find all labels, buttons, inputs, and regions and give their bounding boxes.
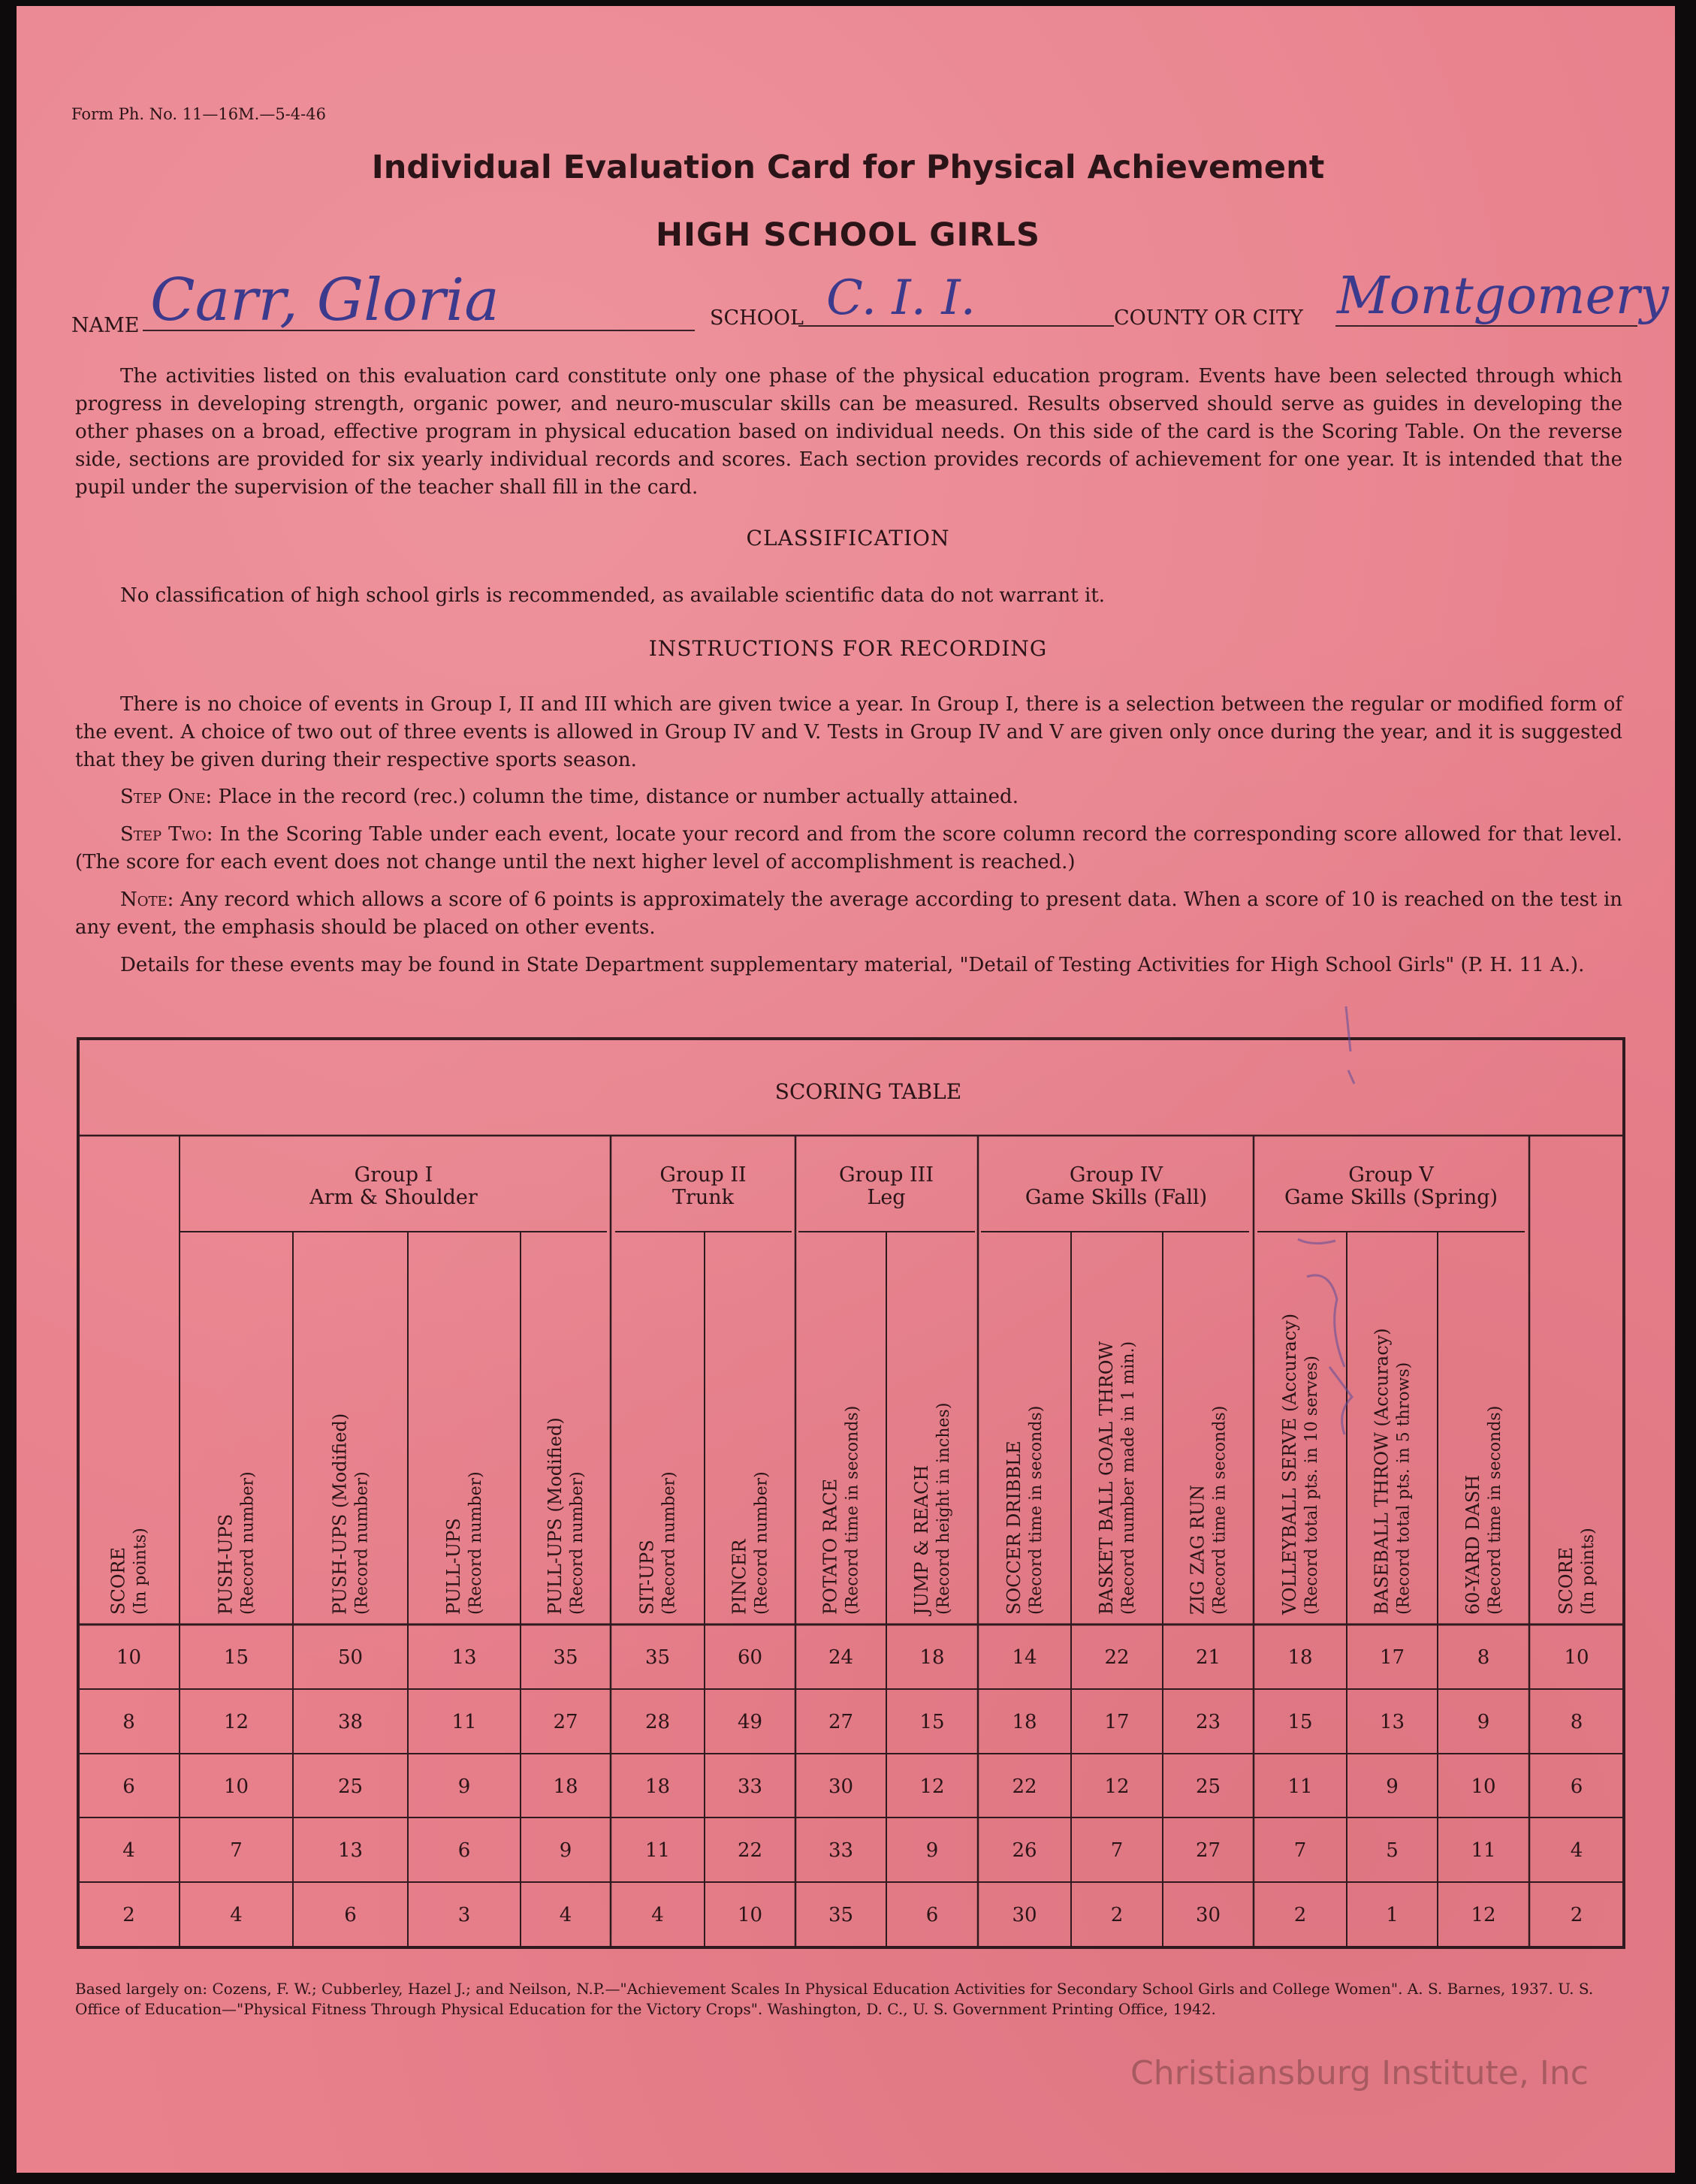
name-value: Carr, Gloria [150, 267, 499, 334]
table-cell: 22 [1104, 1646, 1130, 1669]
table-cell: 35 [553, 1646, 578, 1669]
form-number: Form Ph. No. 11—16M.—5-4-46 [71, 105, 326, 123]
pencil-mark-top [1346, 1006, 1354, 1084]
table-cell: 25 [337, 1775, 364, 1798]
table-cell: 10 [223, 1775, 249, 1798]
table-cell: 18 [644, 1775, 671, 1798]
county-value: Montgomery [1337, 267, 1669, 326]
table-cell: 27 [553, 1711, 578, 1733]
table-cell: 30 [828, 1775, 854, 1798]
table-cell: 22 [737, 1839, 763, 1862]
column-subheader-12: (Record time in seconds) [1210, 1405, 1230, 1615]
step-two-label: Step Two: [120, 823, 213, 846]
note-text: Any record which allows a score of 6 points is approximately the average according to present data. When a score of 10 is reached on the test in any event, the emphasis should be placed on other events. [75, 888, 1622, 939]
table-cell: 12 [223, 1711, 249, 1733]
intro-paragraph: The activities listed on this evaluation card constitute only one phase of the physical education program. Events have been selected through which progress in developing strength, organic power, and neuro-muscular skills can be measured. Results observed should serve as guides in developing the other phases on a broad, effective program in physical education based on individual needs. On this side of the card is the Scoring Table. On the reverse side, sections are provided for six yearly individual records and scores. Each section provides records of achievement for one year. It is intended that the pupil under the supervision of the teacher shall fill in the card. [75, 365, 1622, 499]
column-subheader-15: (Record time in seconds) [1486, 1405, 1504, 1615]
table-cell: 27 [1195, 1839, 1221, 1862]
table-cell: 12 [1104, 1775, 1130, 1798]
table-cell: 25 [1195, 1775, 1221, 1798]
column-header-1: SCORE [107, 1546, 129, 1615]
card-subtitle: HIGH SCHOOL GIRLS [655, 216, 1040, 254]
instructions-heading: INSTRUCTIONS FOR RECORDING [648, 636, 1048, 661]
column-subheader-13: (Record total pts. in 10 serves) [1302, 1356, 1321, 1615]
table-cell: 1 [1386, 1904, 1399, 1926]
table-cell: 6 [122, 1775, 135, 1798]
column-header-12: ZIG ZAG RUN [1187, 1484, 1209, 1615]
details-text: Details for these events may be found in State Department supplementary material, "Detail of Testing Activities for High School Girls" (P. H. 11 A.). [120, 954, 1585, 976]
table-cell: 10 [1564, 1646, 1589, 1669]
table-cell: 9 [457, 1775, 471, 1798]
table-cell: 14 [1012, 1646, 1037, 1669]
table-cell: 4 [122, 1839, 135, 1862]
table-cell: 60 [737, 1646, 763, 1669]
column-header-6: SIT-UPS [636, 1540, 658, 1615]
table-cell: 7 [230, 1839, 243, 1862]
note-label: Note: [120, 888, 174, 911]
table-cell: 11 [1287, 1775, 1313, 1798]
group-2-subtitle: Trunk [671, 1186, 735, 1209]
table-cell: 7 [1110, 1839, 1124, 1862]
column-subheader-2: (Record number) [238, 1471, 258, 1615]
table-cell: 50 [337, 1646, 364, 1669]
column-header-5: PULL-UPS (Modified) [545, 1417, 566, 1615]
table-cell: 33 [828, 1839, 854, 1862]
footnote: Based largely on: Cozens, F. W.; Cubberley, Hazel J.; and Neilson, N.P.—"Achievement Scales In Physical Education Activities for Secondary School Girls and College Women". A. S. Barnes, 1937. U. S. Office of Education—"Physical Fitness Through Physical Education for the Victory Crops". Washington, D. C., U. S. Government Printing Office, 1942. [75, 1980, 1594, 2018]
group-4-subtitle: Game Skills (Fall) [1025, 1186, 1208, 1209]
group-3-name: Group III [839, 1163, 934, 1187]
table-cell: 12 [919, 1775, 945, 1798]
table-cell: 4 [1570, 1839, 1583, 1862]
table-cell: 15 [1287, 1711, 1313, 1733]
name-label: NAME [71, 314, 140, 337]
table-cell: 6 [457, 1839, 471, 1862]
group-1-subtitle: Arm & Shoulder [309, 1186, 478, 1209]
column-subheader-8: (Record time in seconds) [843, 1405, 862, 1615]
group-1-name: Group I [354, 1163, 433, 1187]
table-cell: 12 [1471, 1904, 1496, 1926]
column-subheader-16: (In points) [1579, 1528, 1598, 1615]
table-cell: 10 [737, 1904, 763, 1926]
group-2-name: Group II [659, 1163, 747, 1187]
column-header-14: BASEBALL THROW (Accuracy) [1371, 1328, 1393, 1615]
table-cell: 35 [828, 1904, 854, 1926]
table-cell: 13 [451, 1646, 477, 1669]
step-one-text: Place in the record (rec.) column the time, distance or number actually attained. [218, 786, 1019, 808]
column-header-8: POTATO RACE [819, 1478, 841, 1615]
column-subheader-1: (In points) [131, 1528, 150, 1615]
table-cell: 9 [1386, 1775, 1399, 1798]
table-cell: 30 [1195, 1904, 1221, 1926]
county-label: COUNTY OR CITY [1114, 306, 1303, 330]
table-cell: 4 [651, 1904, 664, 1926]
column-header-9: JUMP & REACH [911, 1465, 932, 1615]
table-cell: 2 [1570, 1904, 1583, 1926]
table-cell: 6 [1570, 1775, 1583, 1798]
column-subheader-4: (Record number) [466, 1471, 485, 1615]
table-cell: 10 [116, 1646, 142, 1669]
table-cell: 6 [925, 1904, 939, 1926]
table-cell: 26 [1012, 1839, 1037, 1862]
table-cell: 15 [223, 1646, 249, 1669]
classification-heading: CLASSIFICATION [746, 526, 950, 551]
step-one-label: Step One: [120, 786, 213, 808]
table-cell: 35 [644, 1646, 671, 1669]
card-title: Individual Evaluation Card for Physical Achievement [371, 149, 1325, 186]
table-cell: 3 [457, 1904, 471, 1926]
column-header-10: SOCCER DRIBBLE [1003, 1440, 1025, 1615]
table-cell: 33 [737, 1775, 763, 1798]
table-cell: 22 [1012, 1775, 1037, 1798]
table-cell: 30 [1012, 1904, 1037, 1926]
table-cell: 2 [122, 1904, 135, 1926]
table-cell: 8 [122, 1711, 135, 1733]
column-subheader-10: (Record time in seconds) [1027, 1405, 1046, 1615]
column-header-13: VOLLEYBALL SERVE (Accuracy) [1279, 1313, 1300, 1615]
table-cell: 9 [1477, 1711, 1490, 1733]
table-cell: 7 [1293, 1839, 1307, 1862]
table-cell: 18 [1287, 1646, 1313, 1669]
column-header-7: PINCER [729, 1539, 750, 1615]
column-header-16: SCORE [1556, 1546, 1577, 1615]
table-cell: 4 [559, 1904, 572, 1926]
scoring-table-title: SCORING TABLE [774, 1079, 962, 1104]
table-cell: 5 [1386, 1839, 1399, 1862]
group-5-subtitle: Game Skills (Spring) [1284, 1186, 1498, 1209]
table-cell: 10 [1471, 1775, 1496, 1798]
instructions-text: There is no choice of events in Group I, II and III which are given twice a year. In Group I, there is a selection between the regular or modified form of the event. A choice of two out of three events is allowed in Group IV and V. Tests in Group IV and V are given only once during the year, and it is suggested that they be given during their respective sports season. [75, 693, 1622, 771]
table-cell: 18 [919, 1646, 945, 1669]
table-cell: 18 [1012, 1711, 1037, 1733]
table-cell: 28 [644, 1711, 671, 1733]
column-subheader-9: (Record height in inches) [934, 1402, 953, 1615]
watermark: Christiansburg Institute, Inc [1130, 2054, 1589, 2092]
table-cell: 11 [644, 1839, 671, 1862]
table-cell: 4 [230, 1904, 243, 1926]
column-header-2: PUSH-UPS [215, 1513, 237, 1615]
table-cell: 15 [919, 1711, 945, 1733]
column-subheader-14: (Record total pts. in 5 throws) [1394, 1362, 1414, 1615]
group-3-subtitle: Leg [867, 1186, 906, 1209]
classification-text: No classification of high school girls is recommended, as available scientific data do not warrant it. [120, 584, 1106, 607]
column-header-4: PULL-UPS [443, 1518, 464, 1615]
table-cell: 17 [1104, 1711, 1130, 1733]
table-cell: 11 [1471, 1839, 1496, 1862]
column-subheader-5: (Record number) [568, 1471, 587, 1615]
column-subheader-7: (Record number) [752, 1471, 771, 1615]
table-cell: 8 [1570, 1711, 1583, 1733]
table-cell: 18 [553, 1775, 578, 1798]
table-cell: 27 [828, 1711, 854, 1733]
table-cell: 38 [337, 1711, 364, 1733]
table-cell: 49 [737, 1711, 763, 1733]
school-label: SCHOOL [710, 306, 804, 330]
column-header-11: BASKET BALL GOAL THROW [1096, 1341, 1117, 1615]
table-cell: 8 [1477, 1646, 1490, 1669]
group-4-name: Group IV [1069, 1163, 1163, 1187]
step-two-text: In the Scoring Table under each event, locate your record and from the score column record the corresponding score allowed for that level. (The score for each event does not change until the next higher level of accomplishment is reached.) [75, 823, 1622, 873]
school-value: C. I. I. [826, 270, 976, 326]
table-cell: 24 [828, 1646, 854, 1669]
table-cell: 2 [1293, 1904, 1307, 1926]
group-5-name: Group V [1348, 1163, 1434, 1187]
table-cell: 17 [1379, 1646, 1405, 1669]
column-subheader-6: (Record number) [659, 1471, 679, 1615]
table-cell: 11 [451, 1711, 477, 1733]
table-cell: 13 [337, 1839, 364, 1862]
table-cell: 2 [1110, 1904, 1124, 1926]
column-subheader-3: (Record number) [352, 1471, 372, 1615]
table-cell: 9 [559, 1839, 572, 1862]
table-cell: 13 [1379, 1711, 1405, 1733]
column-header-15: 60-YARD DASH [1462, 1474, 1483, 1615]
table-cell: 6 [344, 1904, 357, 1926]
table-cell: 23 [1195, 1711, 1221, 1733]
column-header-3: PUSH-UPS (Modified) [329, 1413, 351, 1615]
table-cell: 9 [925, 1839, 939, 1862]
table-cell: 21 [1195, 1646, 1221, 1669]
column-subheader-11: (Record number made in 1 min.) [1119, 1341, 1138, 1615]
